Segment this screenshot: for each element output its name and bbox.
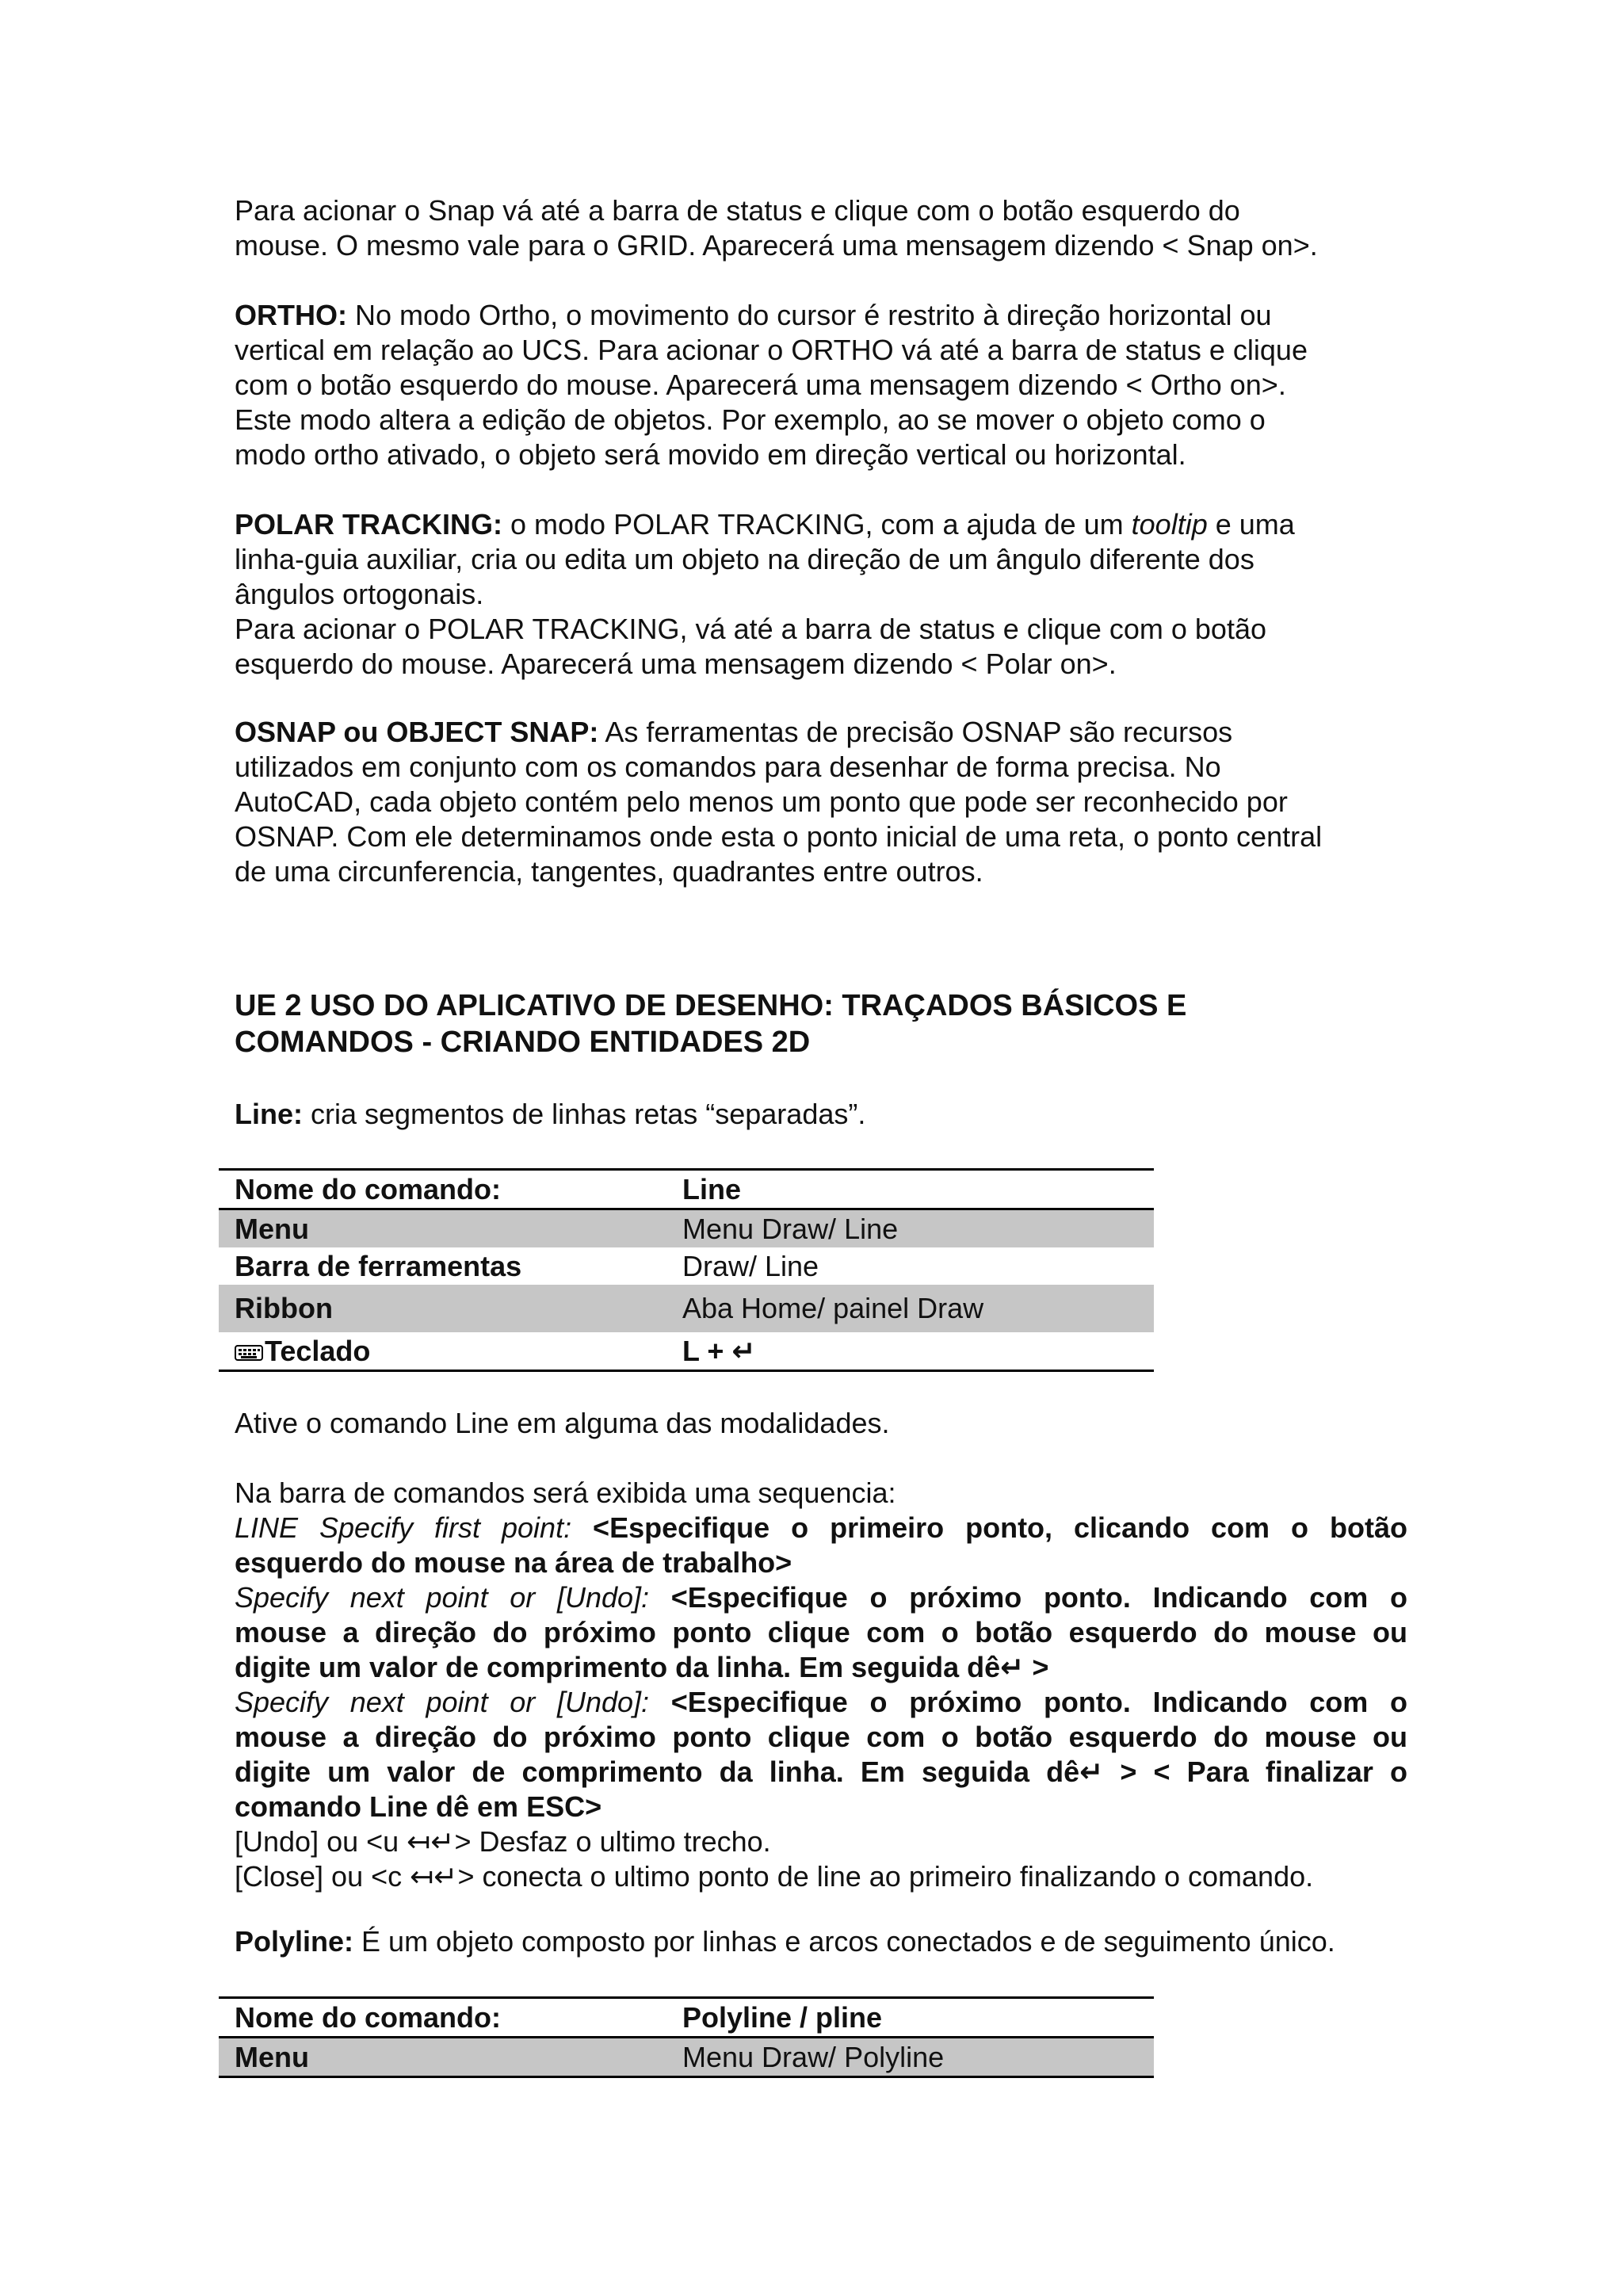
table-cell: Line (666, 1170, 1154, 1209)
text-line: ângulos ortogonais. (235, 578, 484, 610)
text-line: modo ortho ativado, o objeto será movido em direção vertical ou horizontal. (235, 438, 1186, 471)
text-line: <Especifique o primeiro ponto, clicando com o botão (571, 1511, 1407, 1544)
table-cell: Menu (219, 1209, 666, 1248)
table-cell: Polyline / pline (666, 1998, 1154, 2038)
text-line: digite um valor de comprimento da linha. Em seguida dê↵ > (235, 1651, 1049, 1683)
sequence-intro: Na barra de comandos será exibida uma sequencia: (235, 1477, 896, 1509)
table-cell: Aba Home/ painel Draw (666, 1285, 1154, 1332)
command-prompt: LINE Specify first point: (235, 1511, 572, 1544)
text-line: vertical em relação ao UCS. Para acionar o ORTHO vá até a barra de status e clique (235, 334, 1308, 366)
snap-paragraph (235, 193, 1407, 263)
text-line: <Especifique o próximo ponto. Indicando com o (649, 1581, 1408, 1614)
table-cell: L + ↵ (666, 1332, 1154, 1371)
polyline-label: Polyline: (235, 1925, 354, 1958)
polyline-command-table (219, 1996, 1154, 2078)
text-line: linha-guia auxiliar, cria ou edita um objeto na direção de um ângulo diferente dos (235, 543, 1254, 575)
heading-line: UE 2 USO DO APLICATIVO DE DESENHO: TRAÇADOS BÁSICOS E (235, 989, 1187, 1022)
command-prompt: Specify next point or [Undo]: (235, 1581, 650, 1614)
table-cell: Ribbon (219, 1285, 666, 1332)
table-cell: Menu Draw/ Line (666, 1209, 1154, 1248)
text-line: comando Line dê em ESC> (235, 1790, 602, 1823)
table-cell: Barra de ferramentas (235, 1249, 522, 1282)
section-heading (235, 988, 1407, 1060)
table-cell: Menu (219, 2038, 666, 2077)
command-sequence (235, 1476, 1407, 1894)
undo-line: [Undo] ou <u ↤↵> Desfaz o ultimo trecho. (235, 1825, 771, 1858)
activate-text: Ative o comando Line em alguma das modalidades. (235, 1407, 890, 1439)
table-row (219, 1285, 1154, 1332)
line-intro (235, 1097, 1407, 1132)
osnap-label: OSNAP ou OBJECT SNAP: (235, 716, 599, 748)
table-row (219, 1247, 1154, 1285)
polyline-description: É um objeto composto por linhas e arcos conectados e de seguimento único. (353, 1925, 1335, 1958)
text-line: esquerdo do mouse na área de trabalho> (235, 1546, 792, 1579)
text-line: As ferramentas de precisão OSNAP são recursos (598, 716, 1233, 748)
command-prompt: Specify next point or [Undo]: (235, 1686, 650, 1718)
table-cell: Menu Draw/ Polyline (666, 2038, 1154, 2077)
table-row (219, 1209, 1154, 1248)
line-command-table (219, 1168, 1154, 1372)
table-cell: Nome do comando: (219, 1170, 666, 1209)
close-line: [Close] ou <c ↤↵> conecta o ultimo ponto de line ao primeiro finalizando o comando. (235, 1860, 1314, 1893)
text-line: mouse a direção do próximo ponto clique com o botão esquerdo do mouse ou (235, 1721, 1407, 1753)
table-row (219, 2038, 1154, 2077)
ortho-label: ORTHO: (235, 299, 347, 331)
text-fragment: o modo POLAR TRACKING, com a ajuda de um (502, 508, 1132, 541)
text-line: OSNAP. Com ele determinamos onde esta o ponto inicial de uma reta, o ponto central (235, 820, 1323, 853)
keyboard-icon (235, 1343, 263, 1362)
text-line: mouse. O mesmo vale para o GRID. Aparecerá uma mensagem dizendo < Snap on>. (235, 229, 1318, 262)
text-line: esquerdo do mouse. Aparecerá uma mensagem dizendo < Polar on>. (235, 648, 1117, 680)
text-line: Para acionar o POLAR TRACKING, vá até a barra de status e clique com o botão (235, 613, 1266, 645)
table-header-row (219, 1998, 1154, 2038)
text-line: utilizados em conjunto com os comandos para desenhar de forma precisa. No (235, 751, 1221, 783)
table-header-row (219, 1170, 1154, 1209)
polar-tracking-label: POLAR TRACKING: (235, 508, 502, 541)
line-label: Line: (235, 1098, 303, 1130)
text-line: de uma circunferencia, tangentes, quadrantes entre outros. (235, 855, 983, 888)
text-line: No modo Ortho, o movimento do cursor é restrito à direção horizontal ou (346, 299, 1272, 331)
table-cell (219, 1332, 666, 1371)
text-line: <Especifique o próximo ponto. Indicando com o (649, 1686, 1408, 1718)
text-line: digite um valor de comprimento da linha. Em seguida dê↵ > < Para finalizar o (235, 1755, 1407, 1788)
ortho-paragraph (235, 298, 1407, 472)
polyline-intro (235, 1924, 1407, 1959)
table-cell: Nome do comando: (219, 1998, 666, 2038)
tooltip-term: tooltip (1131, 508, 1208, 541)
heading-line: COMANDOS - CRIANDO ENTIDADES 2D (235, 1026, 811, 1059)
text-line: Este modo altera a edição de objetos. Por exemplo, ao se mover o objeto como o (235, 403, 1266, 436)
text-fragment: e uma (1207, 508, 1295, 541)
keyboard-label: Teclado (265, 1334, 371, 1367)
table-row (219, 1332, 1154, 1371)
text-line: Para acionar o Snap vá até a barra de status e clique com o botão esquerdo do (235, 194, 1240, 227)
text-line: com o botão esquerdo do mouse. Aparecerá uma mensagem dizendo < Ortho on>. (235, 369, 1286, 401)
text-line: AutoCAD, cada objeto contém pelo menos um ponto que pode ser reconhecido por (235, 785, 1288, 818)
table-cell: Draw/ Line (682, 1249, 819, 1282)
polar-tracking-paragraph (235, 507, 1407, 682)
text-line: mouse a direção do próximo ponto clique com o botão esquerdo do mouse ou (235, 1616, 1407, 1648)
osnap-paragraph (235, 715, 1407, 889)
line-description: cria segmentos de linhas retas “separadas”. (303, 1098, 866, 1130)
